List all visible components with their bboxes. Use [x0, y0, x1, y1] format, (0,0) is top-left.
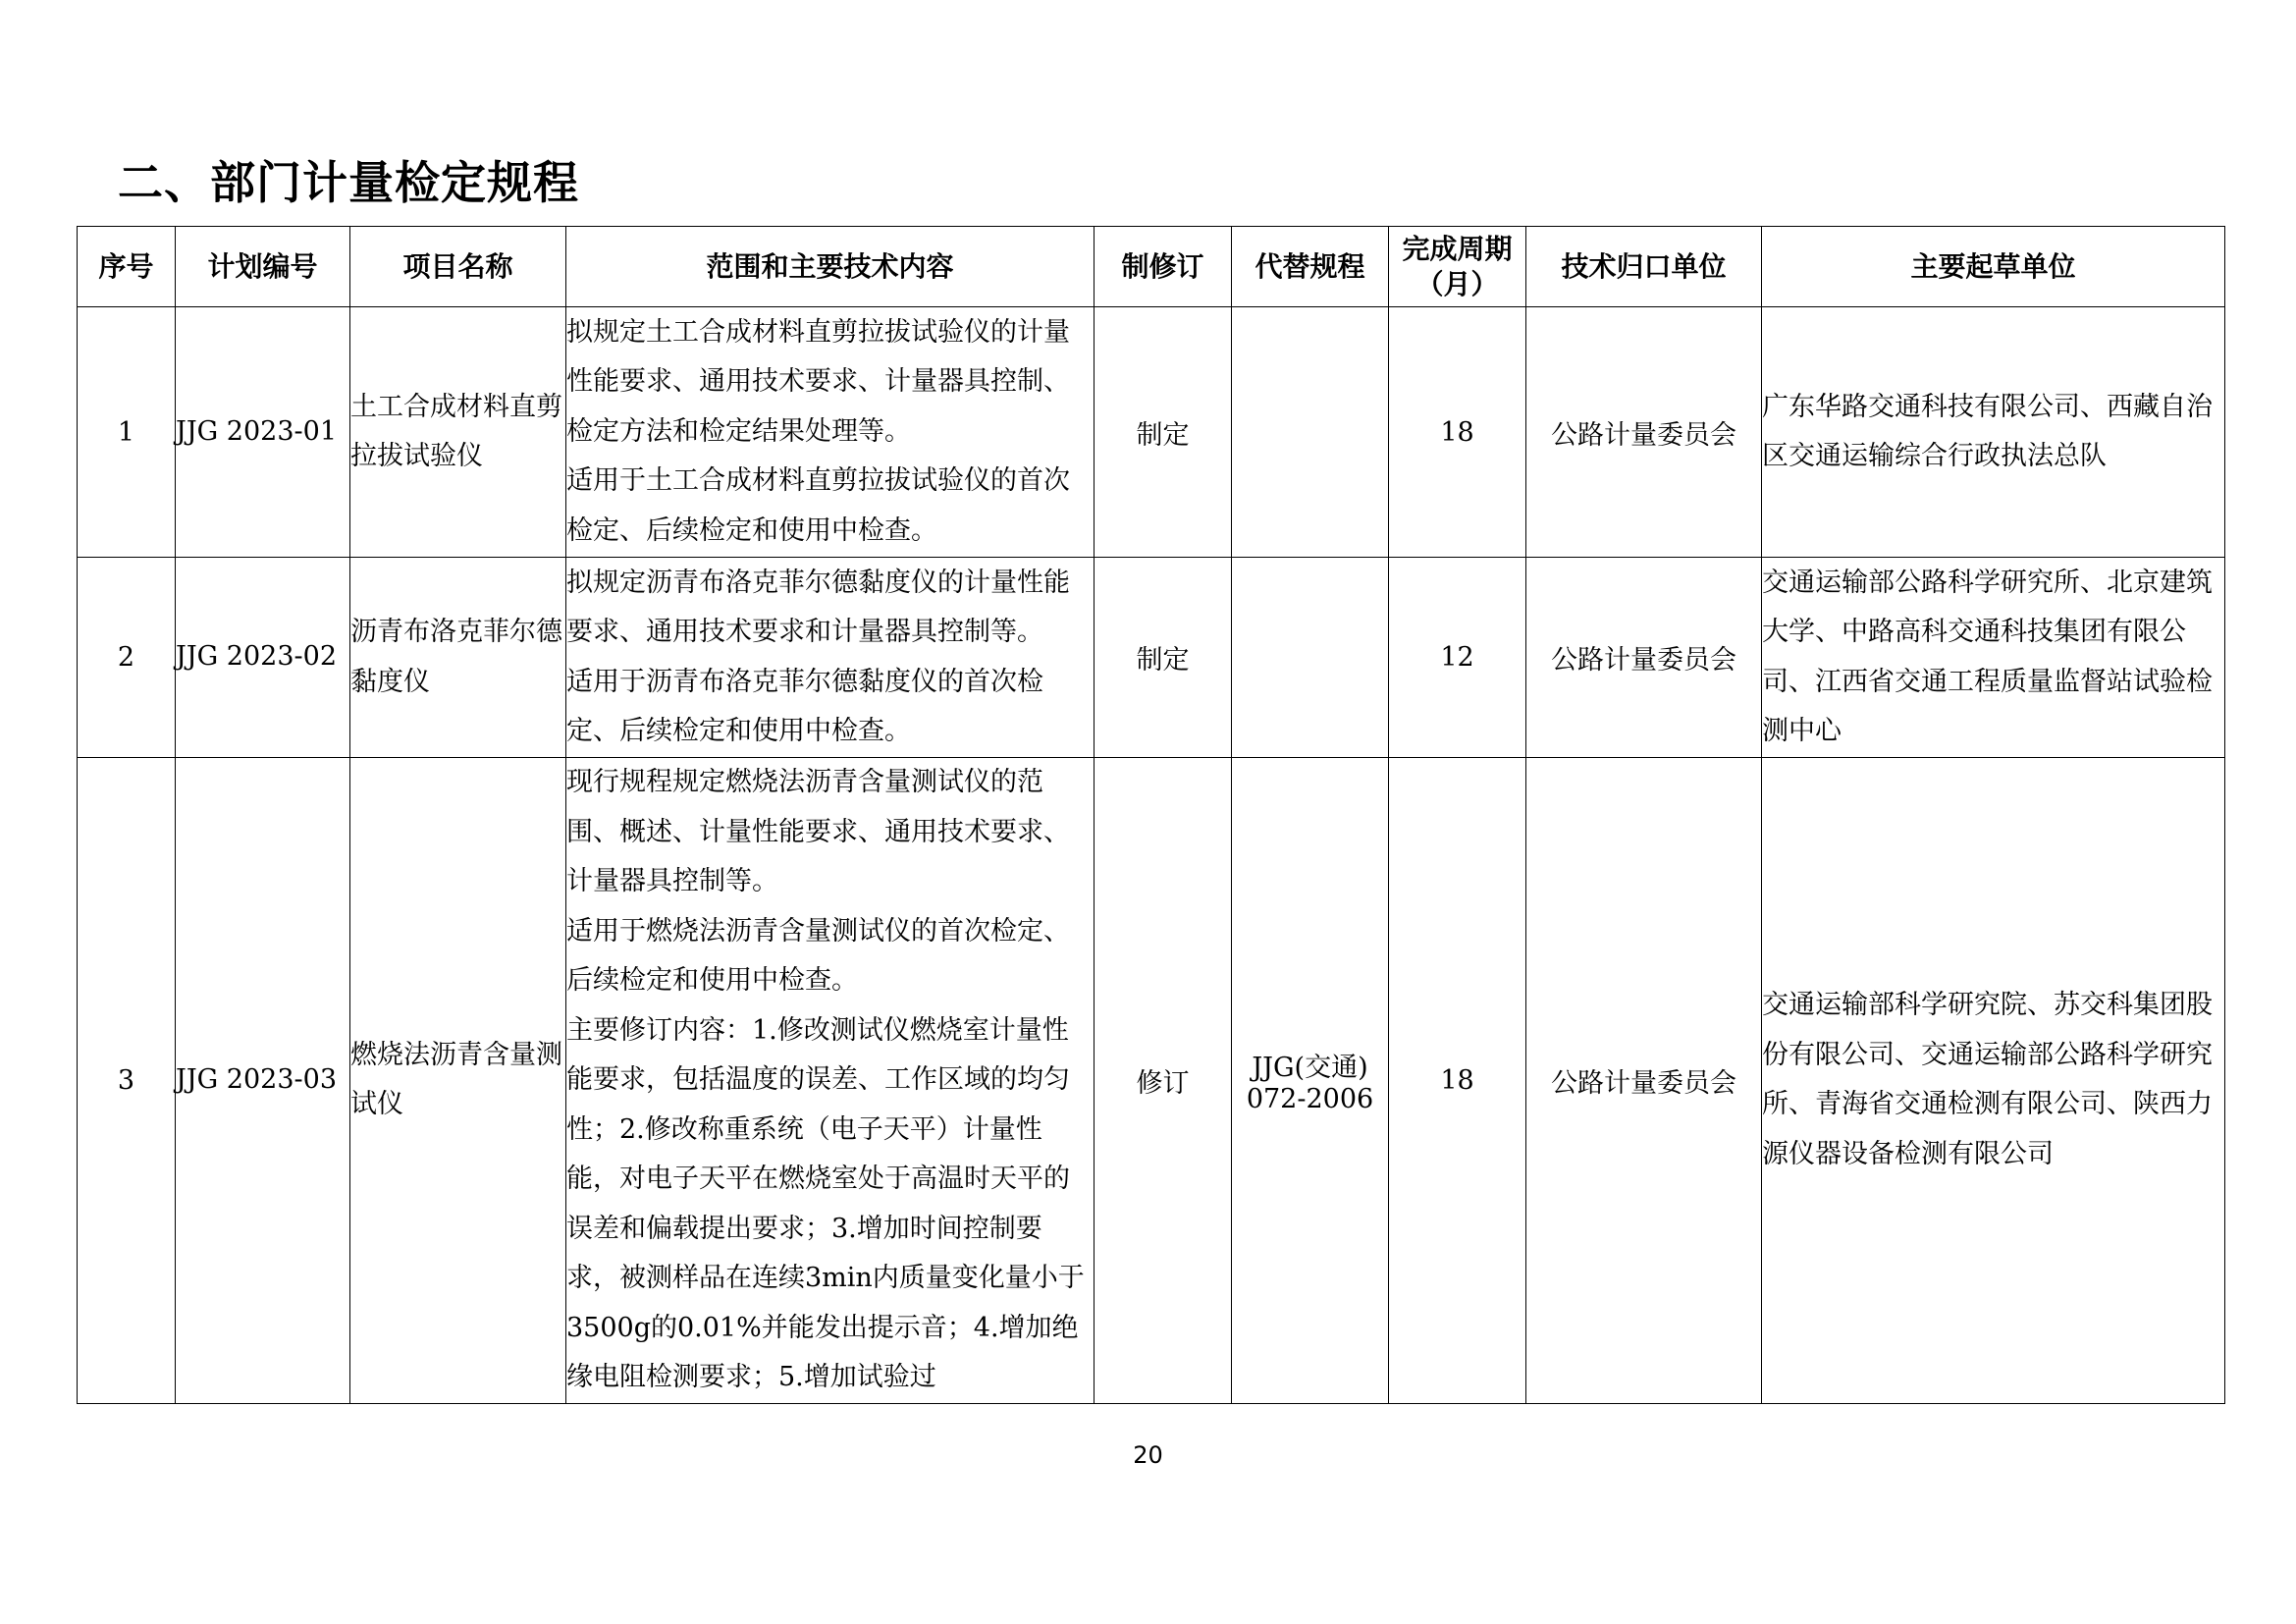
header-replace: 代替规程 [1232, 227, 1389, 307]
cell-scope [566, 558, 1095, 758]
header-cycle-line1: 完成周期 [1402, 232, 1513, 265]
cell-tech-unit: 公路计量委员会 [1526, 307, 1762, 558]
cell-draft-unit: 交通运输部公路科学研究所、北京建筑大学、中路高科交通科技集团有限公司、江西省交通工程质量监督站试验检测中心 [1762, 558, 2225, 758]
scope-paragraph: 现行规程规定燃烧法沥青含量测试仪的范围、概述、计量性能要求、通用技术要求、计量器具控制等。 [566, 767, 1070, 896]
header-plan-no: 计划编号 [176, 227, 350, 307]
cell-cycle: 18 [1389, 758, 1526, 1404]
cell-replace [1232, 558, 1389, 758]
header-type: 制修订 [1095, 227, 1232, 307]
cell-project: 土工合成材料直剪拉拔试验仪 [350, 307, 566, 558]
page-title: 二、部门计量检定规程 [118, 156, 579, 209]
page-number: 20 [1133, 1441, 1163, 1469]
header-draft-unit: 主要起草单位 [1762, 227, 2225, 307]
cell-seq: 1 [78, 307, 176, 558]
header-cycle-line2: （月） [1415, 267, 1499, 300]
cell-replace [1232, 307, 1389, 558]
header-tech-unit: 技术归口单位 [1526, 227, 1762, 307]
table-row [78, 758, 2225, 1404]
cell-cycle: 12 [1389, 558, 1526, 758]
cell-plan-no: JJG 2023-03 [176, 758, 350, 1404]
cell-tech-unit: 公路计量委员会 [1526, 558, 1762, 758]
header-cycle [1389, 227, 1526, 307]
scope-paragraph: 拟规定土工合成材料直剪拉拔试验仪的计量性能要求、通用技术要求、计量器具控制、检定方法和检定结果处理等。 [566, 316, 1070, 447]
cell-scope [566, 307, 1095, 558]
scope-paragraph: 适用于燃烧法沥青含量测试仪的首次检定、后续检定和使用中检查。 [566, 915, 1070, 996]
cell-project: 沥青布洛克菲尔德黏度仪 [350, 558, 566, 758]
cell-draft-unit: 交通运输部科学研究院、苏交科集团股份有限公司、交通运输部公路科学研究所、青海省交通检测有限公司、陕西力源仪器设备检测有限公司 [1762, 758, 2225, 1404]
cell-project: 燃烧法沥青含量测试仪 [350, 758, 566, 1404]
table-row [78, 558, 2225, 758]
header-row [78, 227, 2225, 307]
plan-table [77, 226, 2225, 1404]
cell-type: 制定 [1095, 307, 1232, 558]
cell-plan-no: JJG 2023-02 [176, 558, 350, 758]
cell-seq: 2 [78, 558, 176, 758]
cell-seq: 3 [78, 758, 176, 1404]
table-row [78, 307, 2225, 558]
header-project: 项目名称 [350, 227, 566, 307]
cell-type: 制定 [1095, 558, 1232, 758]
cell-scope [566, 758, 1095, 1404]
scope-paragraph: 拟规定沥青布洛克菲尔德黏度仪的计量性能要求、通用技术要求和计量器具控制等。 [566, 567, 1070, 647]
scope-paragraph: 主要修订内容：1.修改测试仪燃烧室计量性能要求，包括温度的误差、工作区域的均匀性；2.修改称重系统（电子天平）计量性能，对电子天平在燃烧室处于高温时天平的误差和偏载提出要求；3.增加时间控制要求，被测样品在连续3min内质量变化量小于3500g的0.01%并能发出提示音；4.增加绝缘电阻检测要求；5.增加试验过 [566, 1014, 1085, 1392]
cell-replace: JJG(交通) 072-2006 [1232, 758, 1389, 1404]
scope-paragraph: 适用于沥青布洛克菲尔德黏度仪的首次检定、后续检定和使用中检查。 [566, 666, 1043, 746]
cell-tech-unit: 公路计量委员会 [1526, 758, 1762, 1404]
cell-type: 修订 [1095, 758, 1232, 1404]
header-seq: 序号 [78, 227, 176, 307]
cell-cycle: 18 [1389, 307, 1526, 558]
header-scope: 范围和主要技术内容 [566, 227, 1095, 307]
cell-draft-unit: 广东华路交通科技有限公司、西藏自治区交通运输综合行政执法总队 [1762, 307, 2225, 558]
cell-plan-no: JJG 2023-01 [176, 307, 350, 558]
scope-paragraph: 适用于土工合成材料直剪拉拔试验仪的首次检定、后续检定和使用中检查。 [566, 465, 1070, 546]
